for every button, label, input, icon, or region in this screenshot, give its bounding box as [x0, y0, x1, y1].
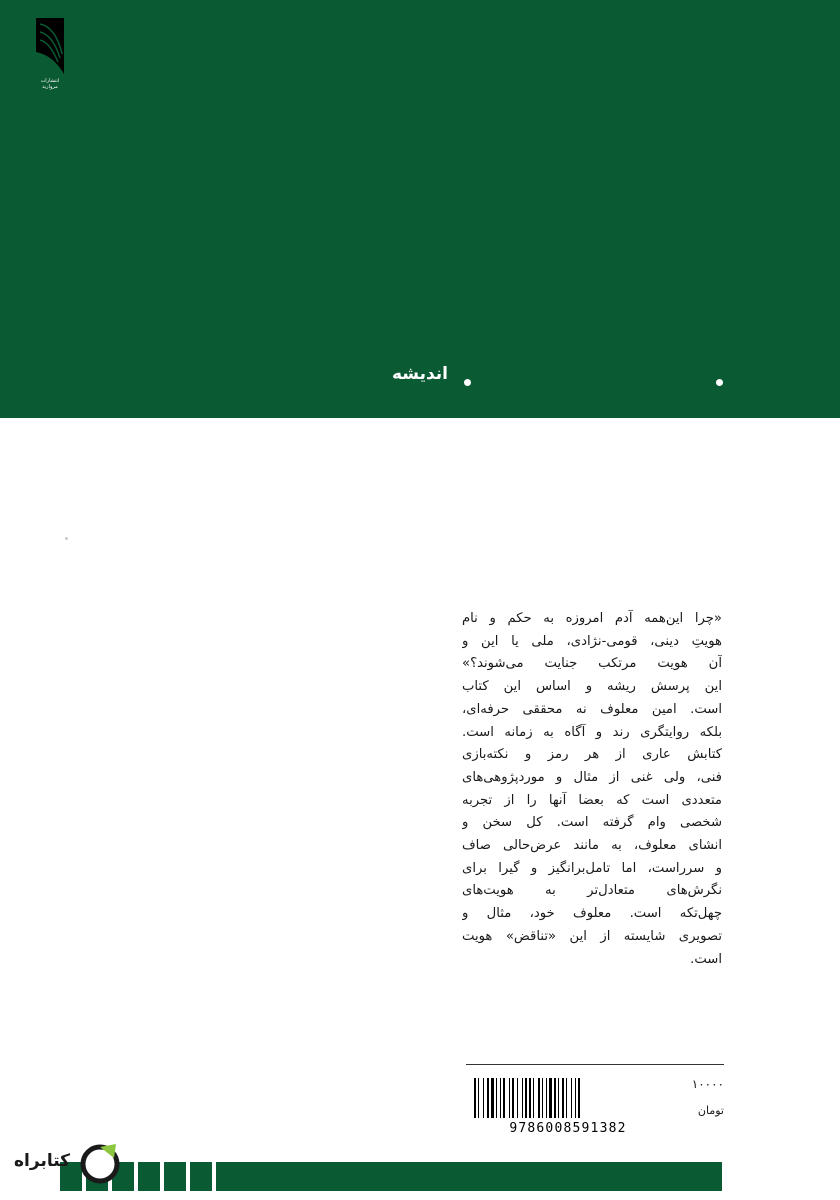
barcode-bar [575, 1078, 576, 1118]
barcode-bar [549, 1078, 552, 1118]
series-label: اندیشه [391, 364, 449, 384]
barcode-bar [558, 1078, 559, 1118]
barcode-bar [512, 1078, 514, 1118]
blurb-line: فنی، ولی غنی از مثال و موردپژوهی‌های [462, 769, 722, 785]
barcode-bar [487, 1078, 489, 1118]
barcode-bar [533, 1078, 534, 1118]
barcode-bar [566, 1078, 567, 1118]
price-divider [466, 1064, 724, 1065]
barcode-bar [525, 1078, 527, 1118]
barcode-bar [491, 1078, 494, 1118]
blurb-line: است. امین معلوف نه محققی حرفه‌ای، [462, 701, 722, 717]
blurb-line: شخصی وام گرفته است. کل سخن و [462, 815, 722, 831]
barcode-bar [483, 1078, 484, 1118]
price-barcode-area [466, 1064, 724, 1136]
barcode-bar [542, 1078, 543, 1118]
feather-logo-icon [30, 14, 70, 76]
blurb-line: و سرراست، اما تامل‌برانگیز و گیرا برای [462, 860, 722, 876]
bottom-bar-long [216, 1162, 722, 1191]
blurb-line: آن هویت مرتکب جنایت می‌شوند؟» [462, 656, 722, 672]
blurb-line: متعددی است که بعضا آنها را از تجربه [462, 792, 722, 808]
bottom-bar-square [190, 1162, 212, 1191]
barcode-bar [478, 1078, 479, 1118]
barcode-bar [517, 1078, 518, 1118]
back-cover-blurb [462, 608, 722, 971]
decorative-dot [65, 537, 68, 540]
blurb-line: کتابش عاری از هر رمز و نکته‌بازی [462, 747, 722, 763]
bottom-bar-square [164, 1162, 186, 1191]
blurb-line: تصویری شایسته از این «تناقض» هویت [462, 928, 722, 944]
bottom-bar-square [138, 1162, 160, 1191]
isbn-digits: 9786008591382 [509, 1121, 627, 1136]
bullet-right-icon [716, 379, 723, 386]
blurb-line: هویتِ دینی، قومی-نژادی، ملی یا این و [462, 633, 722, 649]
barcode-bar [522, 1078, 523, 1118]
barcode-bar [500, 1078, 501, 1118]
isbn-barcode [468, 1076, 668, 1136]
barcode-bar [538, 1078, 540, 1118]
blurb-line: بلکه روایتگری رند و آگاه به زمانه است. [462, 724, 722, 740]
barcode-bar [562, 1078, 564, 1118]
blurb-line: است. [690, 951, 722, 967]
barcode-bar [546, 1078, 547, 1118]
barcode-bar [571, 1078, 572, 1118]
barcode-bar [578, 1078, 580, 1118]
ketabrah-logo-icon [78, 1140, 122, 1184]
barcode-bar [496, 1078, 497, 1118]
publisher-logo-text: انتشارات مروارید [40, 78, 60, 90]
barcode-bar [474, 1078, 476, 1118]
blurb-line: «چرا این‌همه آدم امروزه به حکم و نام [462, 611, 722, 626]
blurb-line: این پرسش ریشه و اساس این کتاب [462, 679, 722, 695]
barcode-bar [509, 1078, 510, 1118]
blurb-line: چهل‌تکه است. معلوف خود، مثال و [462, 906, 722, 922]
publisher-logo [30, 14, 70, 90]
barcode-bar [529, 1078, 531, 1118]
barcode-bar [554, 1078, 556, 1118]
price-currency: تومان [697, 1104, 724, 1117]
ketabrah-watermark-text: کتابراه [14, 1151, 71, 1171]
barcode-bar [503, 1078, 505, 1118]
price-amount: ۱۰۰۰۰ [691, 1077, 724, 1091]
cover-green-band [0, 0, 840, 418]
blurb-line: انشای معلوف، به مانند عرض‌حالی صاف [462, 838, 722, 854]
blurb-line: نگرش‌های متعادل‌تر به هویت‌های [462, 883, 722, 899]
